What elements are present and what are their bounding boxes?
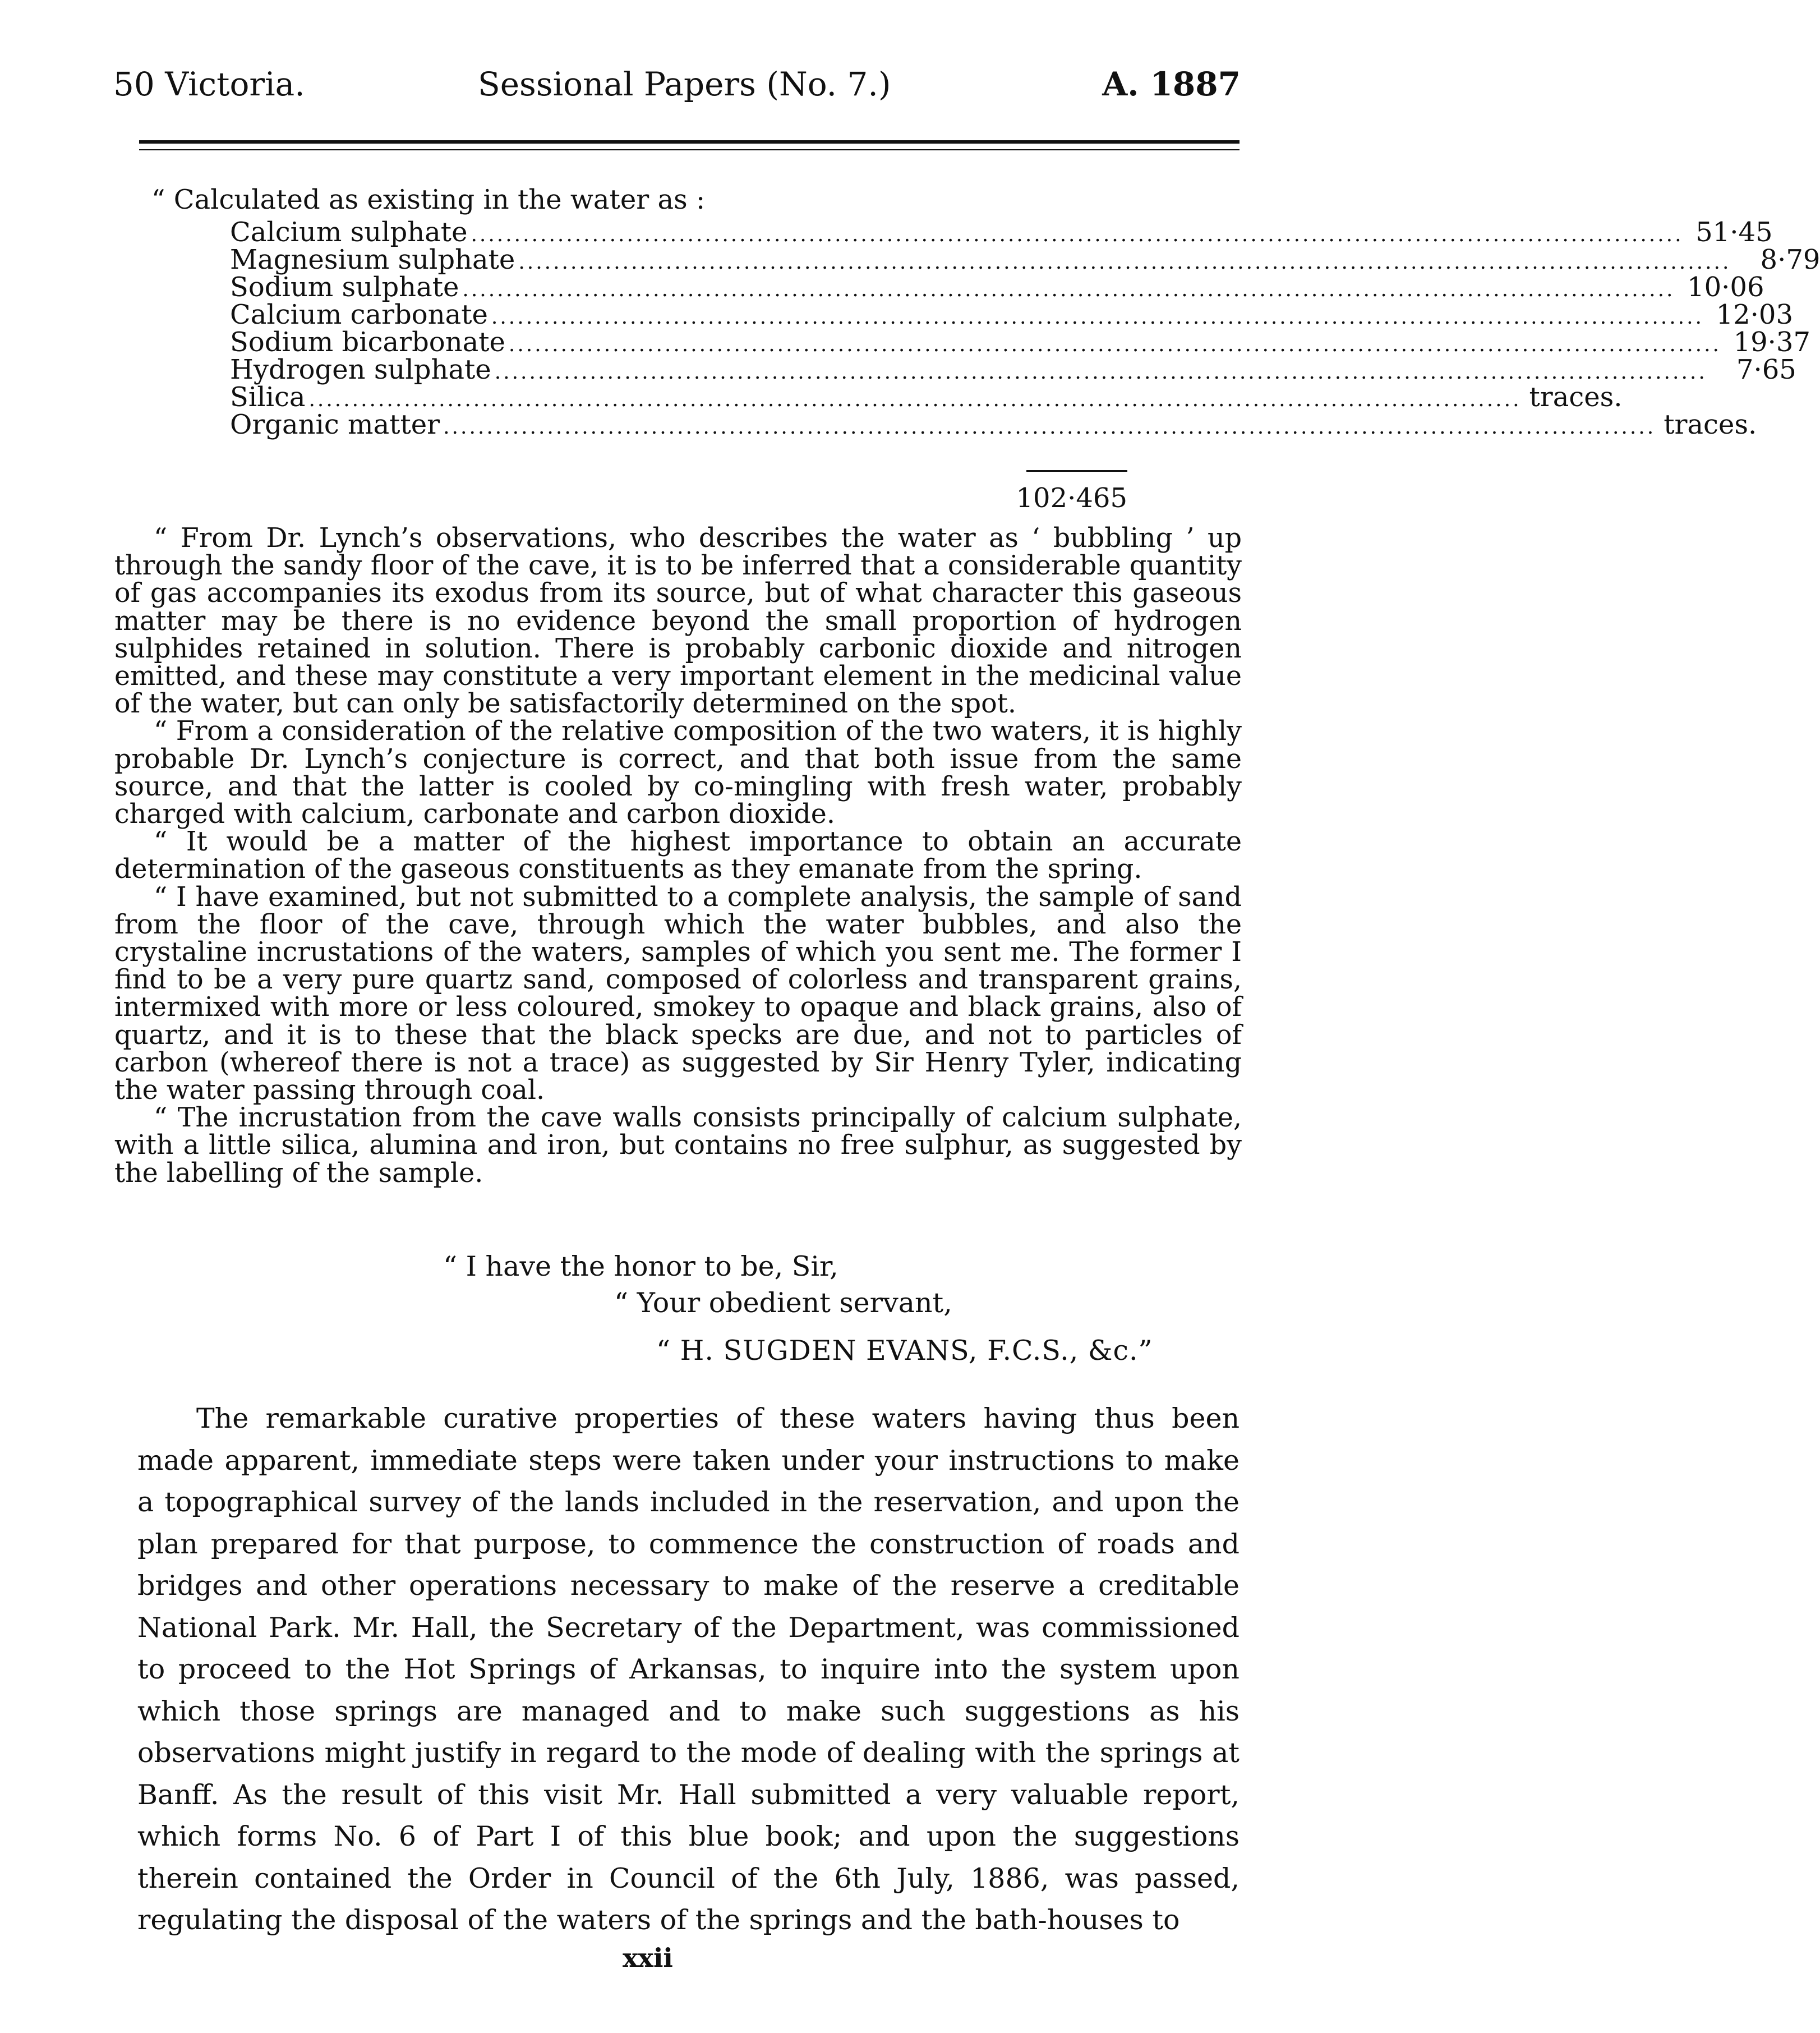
header-title: Sessional Papers (No. 7.)	[478, 65, 891, 103]
letter-body	[114, 525, 1242, 1187]
analysis-row	[230, 272, 1764, 303]
header-session: 50 Victoria.	[113, 65, 305, 103]
analysis-total: 102·465	[1016, 482, 1127, 514]
leader-dots: ............................................................................................................................................	[508, 333, 1721, 356]
compound-name: Silica	[230, 381, 306, 413]
letter-signature: “ H. SUGDEN EVANS, F.C.S., &c.”	[656, 1335, 1153, 1367]
analysis-intro: “ Calculated as existing in the water as :	[151, 184, 706, 215]
leader-dots: ............................................................................................................................................	[308, 388, 1522, 411]
leader-dots: ............................................................................................................................................	[518, 251, 1731, 274]
letter-paragraph: “ It would be a matter of the highest importance to obtain an accurate determination of the gaseous constituents as they emanate from the spring.	[114, 826, 1242, 885]
header-rule-thick	[139, 140, 1240, 144]
compound-value: 8·79	[1760, 244, 1820, 275]
compound-value: traces.	[1664, 409, 1757, 440]
analysis-row	[230, 354, 1796, 385]
compound-value: 7·65	[1736, 354, 1796, 385]
analysis-row	[230, 326, 1810, 358]
leader-dots: ............................................................................................................................................	[443, 416, 1656, 439]
compound-name: Calcium sulphate	[230, 217, 468, 248]
letter-paragraph: “ The incrustation from the cave walls consists principally of calcium sulphate, with a little silica, alumina and iron, but contains no free sulphur, as suggested by the labelling of the sample.	[114, 1102, 1242, 1189]
compound-value: traces.	[1529, 381, 1623, 413]
letter-closing-line: “ I have the honor to be, Sir,	[443, 1250, 838, 1282]
page-number: xxii	[623, 1943, 673, 1973]
compound-value: 19·37	[1733, 326, 1810, 358]
compound-name: Organic matter	[230, 409, 440, 440]
compound-name: Sodium bicarbonate	[230, 326, 505, 358]
compound-name: Sodium sulphate	[230, 272, 459, 303]
compound-name: Calcium carbonate	[230, 299, 488, 330]
compound-name: Magnesium sulphate	[230, 244, 515, 275]
header-rule-thin	[139, 149, 1240, 150]
leader-dots: ............................................................................................................................................	[462, 278, 1675, 301]
letter-paragraph: “ From a consideration of the relative composition of the two waters, it is highly probable Dr. Lynch’s conjecture is correct, and that both issue from the same source, and that the latter is cooled by co-mingling with fresh water, probably charged with calcium, carbonate and carbon dioxide.	[114, 716, 1242, 830]
sum-rule	[1026, 470, 1127, 472]
compound-value: 51·45	[1695, 217, 1773, 248]
header-year: A. 1887	[1102, 65, 1241, 103]
leader-dots: ............................................................................................................................................	[491, 306, 1704, 329]
analysis-row	[230, 217, 1773, 248]
compound-name: Hydrogen sulphate	[230, 354, 491, 385]
running-header	[113, 59, 1241, 109]
leader-dots: ............................................................................................................................................	[471, 223, 1684, 246]
body-paragraph: The remarkable curative properties of these waters having thus been made apparent, immediate steps were taken under your instructions to make a topographical survey of the lands included in the reservation, and upon the plan prepared for that purpose, to commence the construction of roads and bridges and other operations necessary to make of the reserve a creditable National Park. Mr. Hall, the Secretary of the Department, was commissioned to proceed to the Hot Springs of Arkansas, to inquire into the system upon which those springs are managed and to make such suggestions as his observations might justify in regard to the mode of dealing with the springs at Banff. As the result of this visit Mr. Hall submitted a very valuable report, which forms No. 6 of Part I of this blue book; and upon the suggestions therein contained the Order in Council of the 6th July, 1886, was passed, regulating the disposal of the waters of the springs and the bath-houses to	[137, 1402, 1240, 1936]
leader-dots: ............................................................................................................................................	[494, 361, 1707, 384]
analysis-row	[230, 409, 1757, 440]
analysis-row	[230, 244, 1820, 275]
analysis-row	[230, 299, 1793, 330]
letter-paragraph: “ I have examined, but not submitted to a complete analysis, the sample of sand from the floor of the cave, through which the water bubbles, and also the crystaline incrustations of the waters, samples of which you sent me. The former I find to be a very pure quartz sand, composed of colorless and transparent grains, intermixed with more or less coloured, smokey to opaque and black grains, also of quartz, and it is to these that the black specks are due, and not to particles of carbon (whereof there is not a trace) as suggested by Sir Henry Tyler, indicating the water passing through coal.	[114, 881, 1242, 1106]
analysis-table	[151, 181, 1820, 440]
analysis-row	[230, 381, 1623, 413]
letter-paragraph: “ From Dr. Lynch’s observations, who describes the water as ‘ bubbling ’ up through the sandy floor of the cave, it is to be inferred that a considerable quantity of gas accompanies its exodus from its source, but of what character this gaseous matter may be there is no evidence beyond the small proportion of hydrogen sulphides retained in solution. There is probably carbonic dioxide and nitrogen emitted, and these may constitute a very important element in the medicinal value of the water, but can only be satisfactorily determined on the spot.	[114, 523, 1242, 720]
letter-closing-line: “ Your obedient servant,	[614, 1287, 952, 1319]
report-body	[137, 1398, 1240, 1942]
compound-value: 10·06	[1687, 272, 1764, 303]
compound-value: 12·03	[1716, 299, 1793, 330]
